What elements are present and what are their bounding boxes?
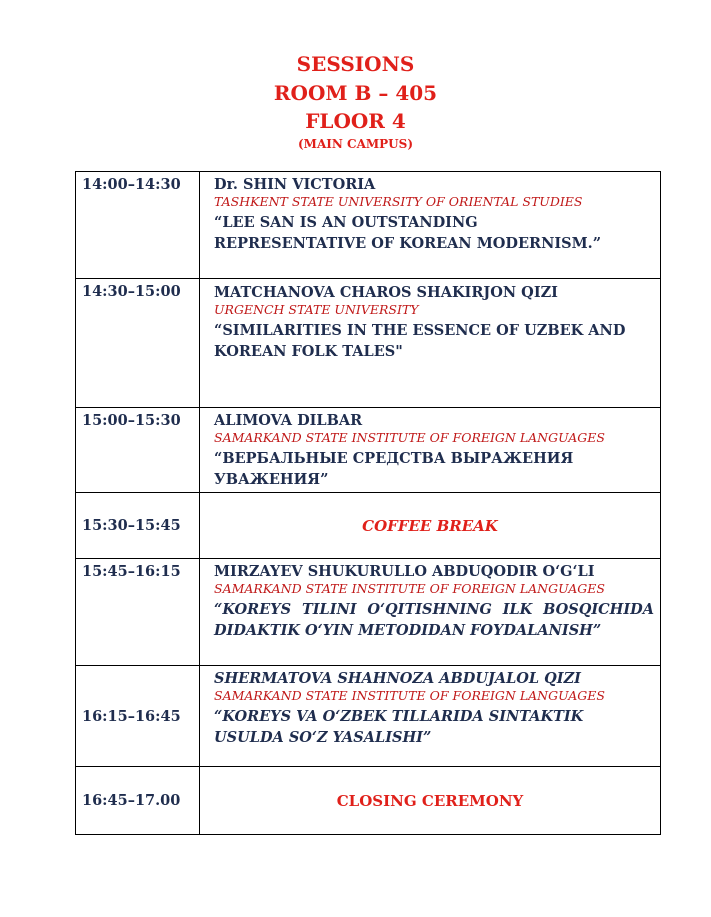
campus-label: (MAIN CAMPUS) [297, 137, 413, 151]
session-time: 15:30–15:45 [76, 493, 200, 559]
session-details [200, 666, 661, 767]
floor-label: FLOOR 4 [305, 109, 406, 133]
table-row [76, 559, 661, 666]
session-time: 15:00–15:30 [76, 408, 200, 493]
session-details [200, 279, 661, 408]
page-title: SESSIONS [296, 52, 415, 76]
talk-title: “KOREYS TILINI O‘QITISHNING ILK BOSQICHIDA DIDAKTIK O‘YIN METODIDAN FOYDALANISH” [214, 601, 654, 639]
speaker-name: ALIMOVA DILBAR [214, 412, 363, 429]
talk-title: “SIMILARITIES IN THE ESSENCE OF UZBEK AND KOREAN FOLK TALES" [214, 322, 626, 360]
speaker-name: SHERMATOVA SHAHNOZA ABDUJALOL QIZI [214, 670, 581, 687]
speaker-affiliation: URGENCH STATE UNIVERSITY [214, 302, 419, 317]
table-row [76, 493, 661, 559]
table-row [76, 666, 661, 767]
speaker-affiliation: TASHKENT STATE UNIVERSITY OF ORIENTAL STUDIES [214, 194, 583, 209]
room-label: ROOM B – 405 [273, 81, 438, 105]
speaker-name: MATCHANOVA CHAROS SHAKIRJON QIZI [214, 284, 558, 301]
talk-title: “KOREYS VA O‘ZBEK TILLARIDA SINTAKTIK USULDA SO‘Z YASALISHI” [214, 708, 584, 746]
session-details [200, 408, 661, 493]
speaker-affiliation: SAMARKAND STATE INSTITUTE OF FOREIGN LANGUAGES [214, 581, 605, 596]
talk-title: “ВЕРБАЛЬНЫЕ СРЕДСТВА ВЫРАЖЕНИЯ УВАЖЕНИЯ” [214, 450, 574, 488]
closing-ceremony-label: CLOSING CEREMONY [200, 767, 661, 835]
session-details [200, 172, 661, 279]
schedule-table [75, 171, 661, 835]
table-row [76, 279, 661, 408]
speaker-name: MIRZAYEV SHUKURULLO ABDUQODIR O‘G‘LI [214, 563, 595, 580]
session-time: 14:00–14:30 [76, 172, 200, 279]
session-time: 15:45–16:15 [76, 559, 200, 666]
table-row [76, 408, 661, 493]
session-time: 14:30–15:00 [76, 279, 200, 408]
session-details [200, 559, 661, 666]
talk-title: “LEE SAN IS AN OUTSTANDING REPRESENTATIVE OF KOREAN MODERNISM.” [214, 214, 602, 252]
session-time: 16:45–17.00 [76, 767, 200, 835]
speaker-affiliation: SAMARKAND STATE INSTITUTE OF FOREIGN LANGUAGES [214, 430, 605, 445]
table-row [76, 767, 661, 835]
speaker-affiliation: SAMARKAND STATE INSTITUTE OF FOREIGN LANGUAGES [214, 688, 605, 703]
table-row [76, 172, 661, 279]
coffee-break-label: COFFEE BREAK [200, 493, 661, 559]
speaker-name: Dr. SHIN VICTORIA [214, 176, 376, 193]
session-time: 16:15–16:45 [76, 666, 200, 767]
